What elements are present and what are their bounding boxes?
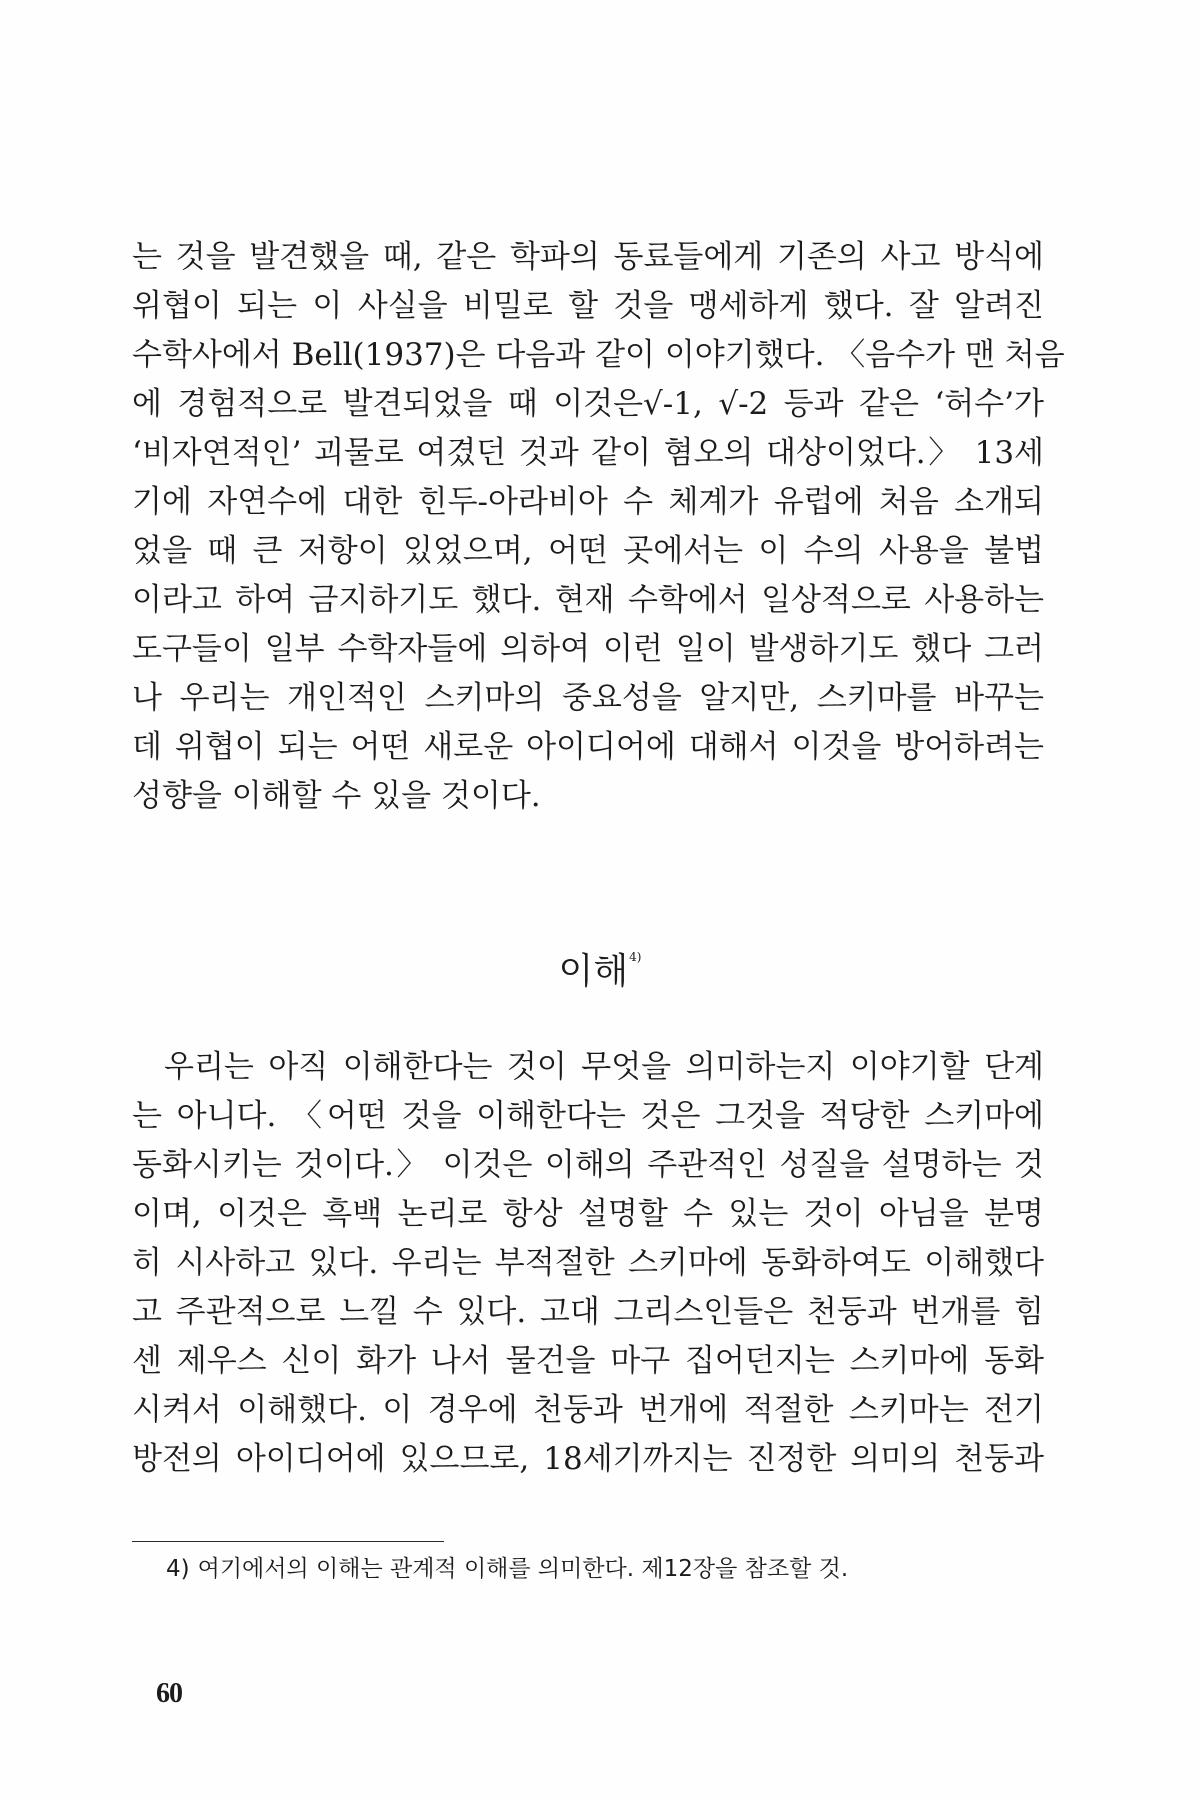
- text-line: 고 주관적으로 느낄 수 있다. 고대 그리스인들은 천둥과 번개를 힘: [132, 1294, 1044, 1330]
- text-line: 히 시사하고 있다. 우리는 부적절한 스키마에 동화하여도 이해했다: [132, 1245, 1044, 1281]
- footnote-reference[interactable]: 4): [629, 950, 642, 964]
- text-line: 기에 자연수에 대한 힌두-아라비아 수 체계가 유럽에 처음 소개되: [132, 484, 1044, 520]
- text-line: 데 위협이 되는 어떤 새로운 아이디어에 대해서 이것을 방어하려는: [132, 729, 1044, 765]
- text-line: 나 우리는 개인적인 스키마의 중요성을 알지만, 스키마를 바꾸는: [132, 680, 1044, 716]
- text-line: 성향을 이해할 수 있을 것이다.: [132, 778, 541, 814]
- text-line: ‘비자연적인’ 괴물로 여겼던 것과 같이 혐오의 대상이었다.〉 13세: [132, 435, 1044, 471]
- body-paragraph-1: [132, 233, 1065, 821]
- text-line: 도구들이 일부 수학자들에 의하여 이런 일이 발생하기도 했다 그러: [132, 631, 1044, 667]
- text-line: 동화시키는 것이다.〉 이것은 이해의 주관적인 성질을 설명하는 것: [132, 1147, 1044, 1183]
- footnote-text: 여기에서의 이해는 관계적 이해를 의미한다. 제12장을 참조할 것.: [197, 1556, 849, 1582]
- body-paragraph-2: [132, 1043, 1044, 1484]
- page-number: 60: [156, 1678, 182, 1709]
- text-line: 이며, 이것은 흑백 논리로 항상 설명할 수 있는 것이 아님을 분명: [132, 1196, 1044, 1232]
- text-line: 우리는 아직 이해한다는 것이 무엇을 의미하는지 이야기할 단계: [164, 1049, 1044, 1085]
- section-heading: [0, 934, 1200, 995]
- text-line: 는 아니다. 〈어떤 것을 이해한다는 것은 그것을 적당한 스키마에: [132, 1098, 1044, 1134]
- text-line: 는 것을 발견했을 때, 같은 학파의 동료들에게 기존의 사고 방식에: [132, 239, 1044, 275]
- section-heading-title: 이해: [558, 951, 629, 992]
- footnote-divider: [132, 1541, 444, 1542]
- text-line: 이라고 하여 금지하기도 했다. 현재 수학에서 일상적으로 사용하는: [132, 582, 1044, 618]
- text-line: 에 경험적으로 발견되었을 때 이것은√-1, √-2 등과 같은 ‘허수’가: [132, 386, 1044, 422]
- text-line: 었을 때 큰 저항이 있었으며, 어떤 곳에서는 이 수의 사용을 불법: [132, 533, 1044, 569]
- footnote-number: 4): [166, 1556, 190, 1582]
- text-line: 방전의 아이디어에 있으므로, 18세기까지는 진정한 의미의 천둥과: [132, 1441, 1044, 1477]
- text-line: 센 제우스 신이 화가 나서 물건을 마구 집어던지는 스키마에 동화: [132, 1343, 1044, 1379]
- text-line: 수학사에서 Bell(1937)은 다음과 같이 이야기했다. 〈음수가 맨 처음: [132, 337, 1065, 373]
- text-line: 위협이 되는 이 사실을 비밀로 할 것을 맹세하게 했다. 잘 알려진: [132, 288, 1044, 324]
- text-line: 시켜서 이해했다. 이 경우에 천둥과 번개에 적절한 스키마는 전기: [132, 1392, 1044, 1428]
- footnote: [166, 1553, 848, 1585]
